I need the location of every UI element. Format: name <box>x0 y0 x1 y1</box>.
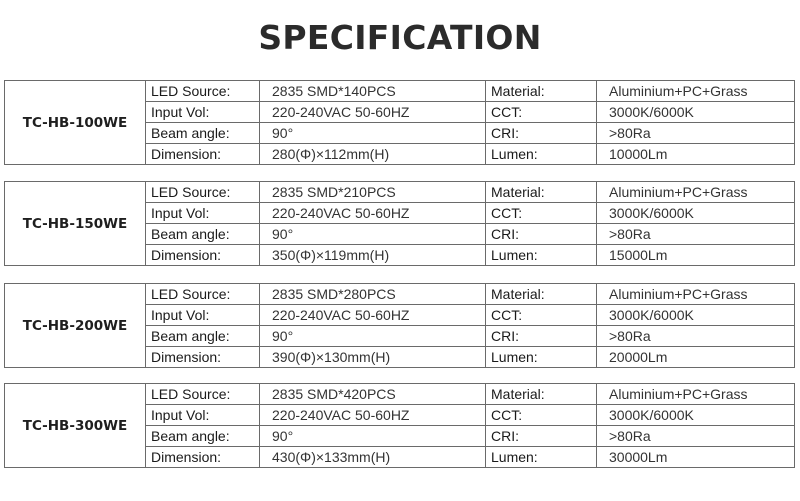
spec-value: >80Ra <box>597 326 795 347</box>
spec-value: 220-240VAC 50-60HZ <box>260 405 486 426</box>
spec-value: Aluminium+PC+Grass <box>597 284 795 305</box>
spec-label: Input Vol: <box>146 102 260 123</box>
spec-value: 10000Lm <box>597 144 795 165</box>
model-name: TC-HB-300WE <box>5 384 146 468</box>
spec-label: Beam angle: <box>146 326 260 347</box>
spec-label: CRI: <box>486 224 597 245</box>
spec-value: 2835 SMD*280PCS <box>260 284 486 305</box>
spec-label: Material: <box>486 182 597 203</box>
spec-value: 3000K/6000K <box>597 305 795 326</box>
spec-label: Lumen: <box>486 245 597 266</box>
spec-label: Beam angle: <box>146 426 260 447</box>
spec-value: 350(Φ)×119mm(H) <box>260 245 486 266</box>
spec-value: 3000K/6000K <box>597 203 795 224</box>
spec-row <box>5 81 795 102</box>
spec-value: 220-240VAC 50-60HZ <box>260 305 486 326</box>
spec-table-tc-hb-150we <box>4 181 795 266</box>
spec-value: Aluminium+PC+Grass <box>597 81 795 102</box>
spec-value: 430(Φ)×133mm(H) <box>260 447 486 468</box>
spec-value: 220-240VAC 50-60HZ <box>260 203 486 224</box>
model-name: TC-HB-100WE <box>5 81 146 165</box>
spec-label: Beam angle: <box>146 123 260 144</box>
spec-value: 390(Φ)×130mm(H) <box>260 347 486 368</box>
spec-label: Material: <box>486 81 597 102</box>
spec-value: 220-240VAC 50-60HZ <box>260 102 486 123</box>
spec-value: >80Ra <box>597 224 795 245</box>
spec-value: 3000K/6000K <box>597 405 795 426</box>
spec-label: CCT: <box>486 203 597 224</box>
model-name: TC-HB-200WE <box>5 284 146 368</box>
spec-label: Dimension: <box>146 447 260 468</box>
spec-table-tc-hb-200we <box>4 283 795 368</box>
spec-label: Lumen: <box>486 447 597 468</box>
spec-table-tc-hb-100we <box>4 80 795 165</box>
spec-label: Beam angle: <box>146 224 260 245</box>
spec-label: CRI: <box>486 326 597 347</box>
spec-label: LED Source: <box>146 182 260 203</box>
spec-value: 2835 SMD*420PCS <box>260 384 486 405</box>
spec-value: >80Ra <box>597 426 795 447</box>
model-name: TC-HB-150WE <box>5 182 146 266</box>
spec-label: Dimension: <box>146 347 260 368</box>
spec-value: 90° <box>260 326 486 347</box>
spec-label: CRI: <box>486 123 597 144</box>
spec-label: CCT: <box>486 405 597 426</box>
spec-label: LED Source: <box>146 81 260 102</box>
spec-value: 15000Lm <box>597 245 795 266</box>
spec-row <box>5 284 795 305</box>
spec-value: 30000Lm <box>597 447 795 468</box>
spec-label: CRI: <box>486 426 597 447</box>
spec-label: Material: <box>486 384 597 405</box>
spec-value: 20000Lm <box>597 347 795 368</box>
spec-table-tc-hb-300we <box>4 383 795 468</box>
spec-label: Input Vol: <box>146 405 260 426</box>
spec-value: 2835 SMD*210PCS <box>260 182 486 203</box>
spec-value: Aluminium+PC+Grass <box>597 182 795 203</box>
spec-row <box>5 182 795 203</box>
spec-row <box>5 384 795 405</box>
spec-label: LED Source: <box>146 284 260 305</box>
spec-label: Lumen: <box>486 144 597 165</box>
spec-label: Input Vol: <box>146 305 260 326</box>
spec-label: Lumen: <box>486 347 597 368</box>
spec-value: Aluminium+PC+Grass <box>597 384 795 405</box>
spec-label: LED Source: <box>146 384 260 405</box>
spec-value: 3000K/6000K <box>597 102 795 123</box>
spec-value: >80Ra <box>597 123 795 144</box>
spec-label: Dimension: <box>146 144 260 165</box>
spec-label: CCT: <box>486 102 597 123</box>
spec-label: Material: <box>486 284 597 305</box>
spec-value: 2835 SMD*140PCS <box>260 81 486 102</box>
spec-label: CCT: <box>486 305 597 326</box>
spec-value: 90° <box>260 123 486 144</box>
spec-value: 90° <box>260 426 486 447</box>
spec-value: 90° <box>260 224 486 245</box>
spec-value: 280(Φ)×112mm(H) <box>260 144 486 165</box>
spec-label: Dimension: <box>146 245 260 266</box>
page-title: SPECIFICATION <box>258 18 542 57</box>
spec-label: Input Vol: <box>146 203 260 224</box>
